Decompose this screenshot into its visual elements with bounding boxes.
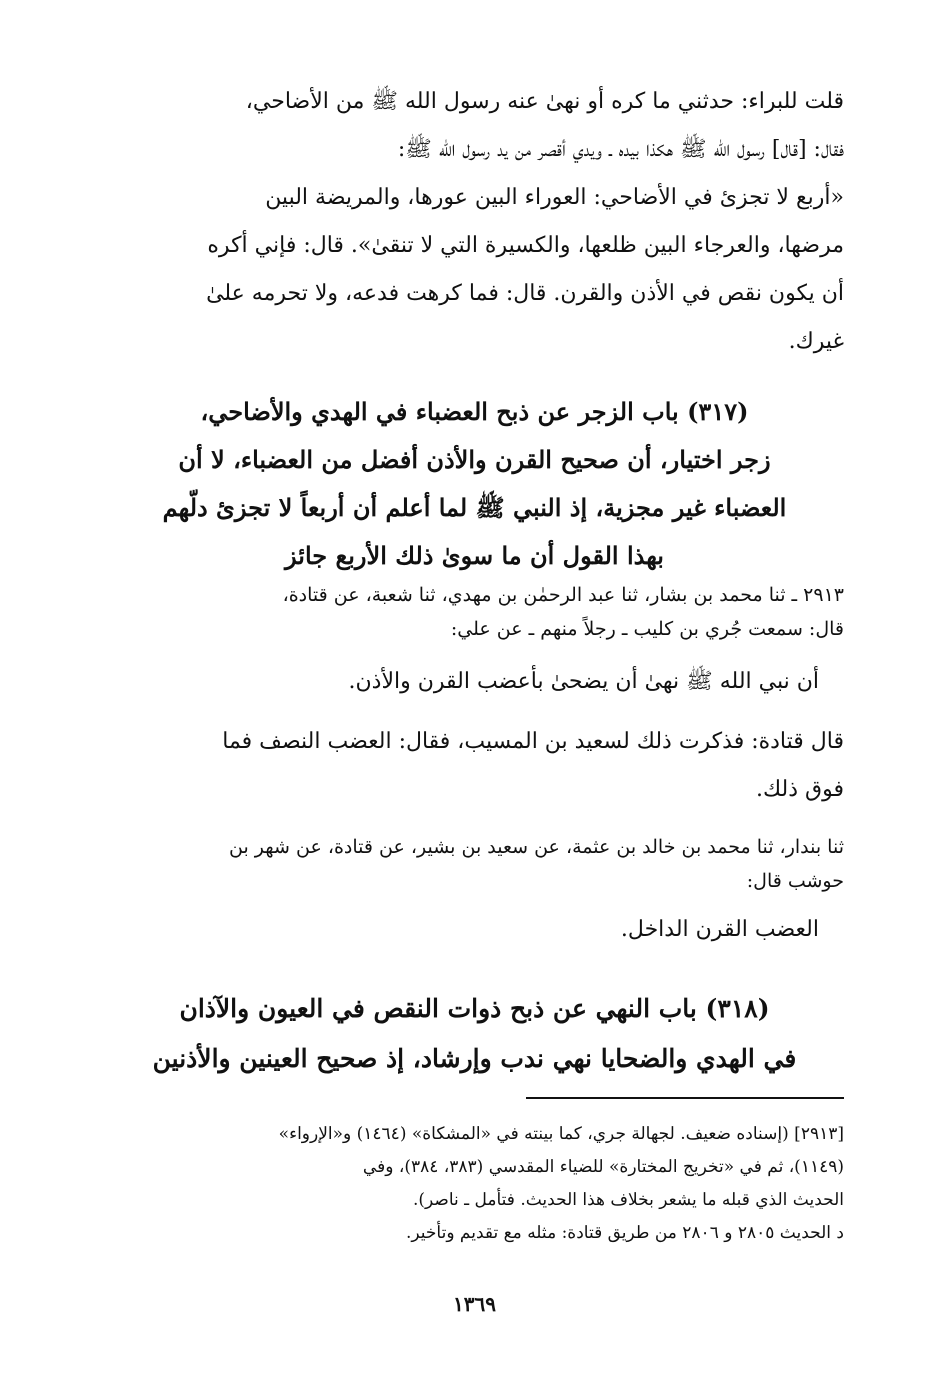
chapter-heading-318 [110,984,839,1084]
text-line: مرضها، والعرجاء البين ظلعها، والكسيرة التي لا تنقىٰ». قال: فإني أكره [207,233,844,258]
qatada-note [105,718,844,814]
hadith-2913-matn [105,658,819,706]
text-line: غيرك. [788,329,844,354]
heading-line: العضباء غير مجزية، إذ النبي ﷺ لما أعلم أن أربعاً لا تجزئ دلّهم [162,493,787,522]
text-line: أن نبي الله ﷺ نهىٰ أن يضحىٰ بأعضب القرن والأذن. [348,669,819,694]
heading-line: (٣١٧) باب الزجر عن ذبح العضباء في الهدي والأضاحي، [200,397,749,426]
footnote-line: [٢٩١٣] (إسناده ضعيف. لجهالة جري، كما بينته في «المشكاة» (١٤٦٤) و«الإرواء» [278,1124,844,1144]
footnote [105,1118,844,1250]
text-line: العضب القرن الداخل. [620,917,819,942]
heading-line: بهذا القول أن ما سوىٰ ذلك الأربع جائز [285,541,664,570]
footnote-line: (١١٤٩)، ثم في «تخريج المختارة» للضياء المقدسي (٣٨٣، ٣٨٤)، وفي [362,1157,844,1177]
footnote-separator [526,1097,844,1099]
footnote-line: د الحديث ٢٨٠٥ و ٢٨٠٦ من طريق قتادة: مثله مع تقديم وتأخير. [405,1223,844,1243]
text-line: حوشب قال: [746,870,844,892]
text-line: ٢٩١٣ ـ ثنا محمد بن بشار، ثنا عبد الرحمٰن بن مهدي، ثنا شعبة، عن قتادة، [282,584,844,606]
text-line: أن يكون نقص في الأذن والقرن. قال: فما كرهت فدعه، ولا تحرمه علىٰ [206,281,844,306]
text-line: قلت للبراء: حدثني ما كره أو نهىٰ عنه رسول الله ﷺ من الأضاحي، [245,89,844,114]
heading-line: زجر اختيار، أن صحيح القرن والأذن أفضل من العضباء، لا أن [178,445,771,474]
text-line: فقال: [قال] رسول الله ﷺ هكذا بيده ـ ويدي أقصر من يد رسول الله ﷺ: [397,137,844,162]
heading-line: (٣١٨) باب النهي عن ذبح ذوات النقص في العيون والآذان [179,994,770,1023]
text-line: «أربع لا تجزئ في الأضاحي: العوراء البين عورها، والمريضة البين [265,185,844,210]
top-paragraph [105,78,844,366]
second-isnad [105,830,844,898]
text-line: ثنا بندار، ثنا محمد بن خالد بن عثمة، عن سعيد بن بشير، عن قتادة، عن شهر بن [228,836,844,858]
chapter-heading-317 [110,388,839,580]
second-matn [105,906,819,954]
text-line: فوق ذلك. [756,777,844,802]
footnote-line: الحديث الذي قبله ما يشعر بخلاف هذا الحديث. فتأمل ـ ناصر). [412,1190,844,1210]
text-line: قال قتادة: فذكرت ذلك لسعيد بن المسيب، فقال: العضب النصف فما [222,729,844,754]
hadith-2913-isnad [105,578,844,646]
page-number: ١٣٦٩ [453,1292,496,1316]
heading-line: في الهدي والضحايا نهي ندب وإرشاد، إذ صحيح العينين والأذنين [152,1044,797,1073]
text-line: قال: سمعت جُري بن كليب ـ رجلاً منهم ـ عن علي: [450,618,844,640]
